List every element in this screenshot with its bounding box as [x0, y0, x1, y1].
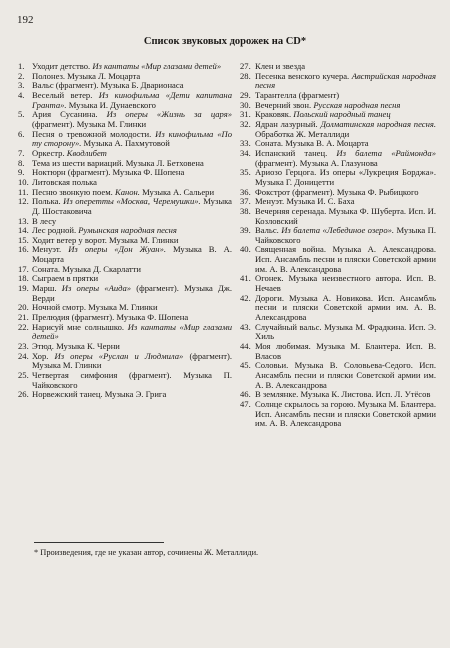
- track-number: 32.: [240, 118, 251, 129]
- page-title: Список звуковых дорожек на CD*: [143, 36, 307, 47]
- track-item: [240, 168, 436, 187]
- track-title: [32, 390, 232, 400]
- track-number: 5.: [18, 109, 25, 120]
- track-item: [18, 91, 232, 110]
- track-text: Норвежский танец. Музыка Э. Грига: [32, 389, 167, 400]
- track-item: [240, 342, 436, 361]
- track-number: 46.: [240, 389, 251, 400]
- track-item: [18, 197, 232, 216]
- track-text: Музыка П. Чайковского: [255, 225, 436, 245]
- track-number: 40.: [240, 244, 251, 255]
- track-text: Моя любимая. Музыка М. Блантера. Исп. В. Власов: [255, 341, 436, 361]
- track-text: Полька.: [32, 196, 64, 207]
- track-title: [32, 91, 232, 110]
- track-text: Из оперы «Дон Жуан».: [68, 244, 167, 255]
- track-text: Из кинофильма «По ту сторону».: [32, 128, 233, 149]
- track-text: Соловьи. Музыка В. Соловьева-Седого. Исп. Ансамбль песни и пляски Советской армии им. А. В. Александрова: [255, 360, 436, 390]
- track-text: В землянке. Музыка К. Листова. Исп. Л. Утёсов: [255, 389, 431, 400]
- track-text: Песенка венского кучера.: [255, 70, 352, 81]
- track-item: [18, 284, 232, 303]
- track-text: Тарантелла (фрагмент): [255, 89, 340, 100]
- track-number: 24.: [18, 350, 29, 361]
- track-text: Вальс (фрагмент). Музыка Б. Дварионаса: [32, 80, 184, 91]
- track-item: [18, 245, 232, 264]
- track-number: 23.: [18, 341, 29, 352]
- track-text: Вечерняя серенада. Музыка Ф. Шуберта. Исп. И. Козловский: [255, 205, 436, 226]
- track-item: [240, 323, 436, 342]
- track-number: 20.: [18, 302, 29, 313]
- track-text: Музыка И. Дунаевского: [66, 99, 156, 110]
- track-text: Уходит детство.: [32, 61, 93, 71]
- track-title: [255, 168, 436, 187]
- track-title: [255, 72, 436, 91]
- track-title: [32, 284, 232, 303]
- track-item: [240, 400, 436, 429]
- track-number: 22.: [18, 321, 29, 332]
- track-number: 8.: [18, 157, 25, 168]
- track-number: 11.: [18, 186, 29, 197]
- track-title: [32, 130, 232, 149]
- track-number: 14.: [18, 225, 29, 236]
- track-text: Полонез. Музыка Л. Моцарта: [32, 70, 141, 81]
- track-number: 27.: [240, 61, 251, 71]
- track-item: [18, 371, 232, 390]
- track-text: Фокстрот (фрагмент). Музыка Ф. Рыбицкого: [255, 186, 419, 197]
- track-text: Из балета «Лебединое озеро».: [281, 225, 395, 236]
- track-number: 3.: [18, 80, 25, 91]
- track-number: 38.: [240, 205, 251, 216]
- track-title: [32, 352, 232, 371]
- track-text: Музыка А. Сальери: [139, 186, 215, 197]
- track-text: Соната. Музыка Д. Скарлатти: [32, 263, 142, 274]
- track-title: [32, 197, 232, 216]
- track-text: Ядран лазурный.: [255, 118, 321, 129]
- page-number: 192: [17, 14, 34, 26]
- track-item: [240, 207, 436, 226]
- track-text: Польский народный танец: [293, 109, 391, 120]
- track-text: Из кантаты «Мир глазами детей»: [92, 61, 222, 71]
- track-number: 6.: [18, 128, 25, 139]
- track-text: Менуэт. Музыка И. С. Баха: [255, 196, 355, 207]
- track-item: [18, 110, 232, 129]
- track-text: Четвертая симфония (фрагмент). Музыка П. Чайковского: [32, 370, 232, 390]
- track-number: 16.: [18, 244, 29, 255]
- track-title: [255, 274, 436, 293]
- track-text: (фрагмент). Музыка Дж. Верди: [32, 283, 232, 303]
- track-title: [255, 323, 436, 342]
- track-number: 13.: [18, 215, 29, 226]
- track-number: 42.: [240, 292, 251, 303]
- track-text: Клен и звезда: [255, 61, 306, 71]
- track-number: 25.: [18, 370, 29, 380]
- track-number: 15.: [18, 234, 29, 245]
- track-number: 1.: [18, 61, 25, 71]
- track-text: (фрагмент). Музыка М. Глинки: [32, 118, 147, 129]
- track-item: [240, 245, 436, 274]
- track-text: Оркестр.: [32, 147, 67, 158]
- track-text: Ария Сусанина.: [32, 109, 107, 120]
- track-text: Ариозо Герцога. Из оперы «Лукреция Борджа». Музыка Г. Доницетти: [255, 167, 436, 187]
- track-text: (фрагмент). Музыка А. Глазунова: [255, 157, 378, 168]
- track-title: [255, 400, 436, 429]
- track-text: Из кинофильма «Дети капитана Гранта».: [32, 89, 232, 110]
- track-text: Тема из шести вариаций. Музыка Л. Бетховена: [32, 157, 204, 168]
- track-item: [240, 149, 436, 168]
- track-number: 7.: [18, 147, 25, 158]
- track-list-right: [240, 62, 436, 429]
- track-text: Из оперетты «Москва, Черемушки».: [63, 196, 201, 207]
- track-number: 12.: [18, 196, 29, 207]
- track-text: Литовская полька: [32, 176, 97, 187]
- track-text: Краковяк.: [255, 109, 294, 120]
- track-text: Ночной смотр. Музыка М. Глинки: [32, 302, 158, 313]
- track-title: [32, 110, 232, 129]
- track-number: 26.: [18, 389, 29, 400]
- track-text: Долматинская народная песня.: [320, 118, 436, 129]
- track-number: 21.: [18, 312, 29, 323]
- track-item: [18, 390, 232, 400]
- track-title: [255, 207, 436, 226]
- track-text: Песня о тревожной молодости.: [32, 128, 156, 139]
- track-item: [18, 323, 232, 342]
- track-item: [240, 361, 436, 390]
- track-text: (фрагмент). Музыка М. Глинки: [32, 350, 233, 371]
- track-text: Австрийская народная песня: [255, 70, 437, 91]
- track-title: [255, 226, 436, 245]
- track-item: [240, 294, 436, 323]
- track-number: 44.: [240, 341, 251, 352]
- footnote-rule: [34, 542, 164, 543]
- track-text: Священная война. Музыка А. Александрова. Исп. Ансамбль песни и пляски Советской армии им. А. В. Александрова: [255, 244, 436, 274]
- track-number: 33.: [240, 138, 251, 149]
- track-number: 10.: [18, 176, 29, 187]
- track-text: Вечерний звон.: [255, 99, 314, 110]
- track-title: [255, 120, 436, 139]
- track-title: [32, 323, 232, 342]
- track-text: Канон.: [114, 186, 140, 197]
- track-title: [255, 361, 436, 390]
- track-text: Лес родной.: [32, 225, 79, 236]
- track-number: 4.: [18, 89, 25, 100]
- track-text: Огонек. Музыка неизвестного автора. Исп. В. Нечаев: [255, 273, 436, 294]
- track-number: 37.: [240, 196, 251, 207]
- track-item: [240, 72, 436, 91]
- track-title: [255, 245, 436, 274]
- track-text: Кводлибет: [66, 147, 107, 158]
- track-number: 28.: [240, 70, 251, 81]
- track-number: 2.: [18, 70, 25, 81]
- track-text: Менуэт.: [32, 244, 69, 255]
- track-text: Обработка Ж. Металлиди: [255, 128, 350, 139]
- track-item: [18, 130, 232, 149]
- track-text: Из оперы «Жизнь за царя»: [106, 109, 232, 120]
- track-text: Русская народная песня: [313, 99, 401, 110]
- track-item: [240, 226, 436, 245]
- track-text: Из оперы «Руслан и Людмила»: [54, 350, 184, 361]
- track-number: 35.: [240, 167, 251, 178]
- track-title: [32, 371, 232, 390]
- track-number: 43.: [240, 321, 251, 332]
- track-text: Румынская народная песня: [78, 225, 177, 236]
- track-number: 39.: [240, 225, 251, 236]
- track-text: Хор.: [32, 350, 55, 361]
- track-text: В лесу: [32, 215, 57, 226]
- track-number: 47.: [240, 398, 251, 409]
- track-text: Музыка В. А. Моцарта: [32, 244, 232, 265]
- track-item: [240, 274, 436, 293]
- track-number: 31.: [240, 109, 251, 120]
- track-text: Солнце скрылось за горою. Музыка М. Блантера. Исп. Ансамбль песни и пляски Советской армии им. А. В. Александрова: [255, 398, 436, 429]
- track-number: 17.: [18, 263, 29, 274]
- track-text: Из балета «Раймонда»: [336, 147, 436, 158]
- track-number: 45.: [240, 360, 251, 371]
- track-text: Марш.: [32, 283, 62, 294]
- track-item: [18, 352, 232, 371]
- track-text: Ходит ветер у ворот. Музыка М. Глинки: [32, 234, 179, 245]
- track-text: Из кантаты «Мир глазами детей»: [32, 321, 232, 342]
- track-number: 29.: [240, 89, 251, 100]
- track-text: Нарисуй мне солнышко.: [32, 321, 128, 332]
- track-text: Музыка А. Пахмутовой: [81, 138, 170, 149]
- track-number: 41.: [240, 273, 251, 284]
- track-title: [255, 149, 436, 168]
- track-number: 36.: [240, 186, 251, 197]
- track-text: Испанский танец.: [255, 147, 337, 158]
- track-text: Прелюдия (фрагмент). Музыка Ф. Шопена: [32, 312, 189, 323]
- track-text: Музыка Д. Шостаковича: [32, 196, 232, 216]
- footnote: * Произведения, где не указан автор, сочинены Ж. Металлиди.: [34, 548, 259, 557]
- track-number: 18.: [18, 273, 29, 284]
- track-title: [32, 245, 232, 264]
- track-text: Веселый ветер.: [32, 89, 99, 100]
- track-text: Соната. Музыка В. А. Моцарта: [255, 138, 369, 149]
- track-title: [255, 342, 436, 361]
- track-text: Случайный вальс. Музыка М. Фрадкина. Исп. Э. Хиль: [255, 321, 436, 342]
- track-text: Из оперы «Аида»: [61, 283, 132, 294]
- track-text: Сыграем в прятки: [32, 273, 99, 284]
- track-text: Дороги. Музыка А. Новикова. Исп. Ансамбль песни и пляски Советской армии им. А. В. Александрова: [255, 292, 436, 323]
- track-number: 19.: [18, 283, 29, 294]
- track-number: 9.: [18, 167, 25, 178]
- track-list-left: [18, 62, 232, 400]
- track-item: [240, 120, 436, 139]
- track-text: Песню звонкую поем.: [32, 186, 115, 197]
- track-text: Вальс.: [255, 225, 282, 236]
- track-text: Этюд. Музыка К. Черни: [32, 341, 120, 352]
- track-number: 34.: [240, 147, 251, 158]
- track-title: [255, 294, 436, 323]
- track-text: Ноктюрн (фрагмент). Музыка Ф. Шопена: [32, 167, 185, 178]
- track-number: 30.: [240, 99, 251, 110]
